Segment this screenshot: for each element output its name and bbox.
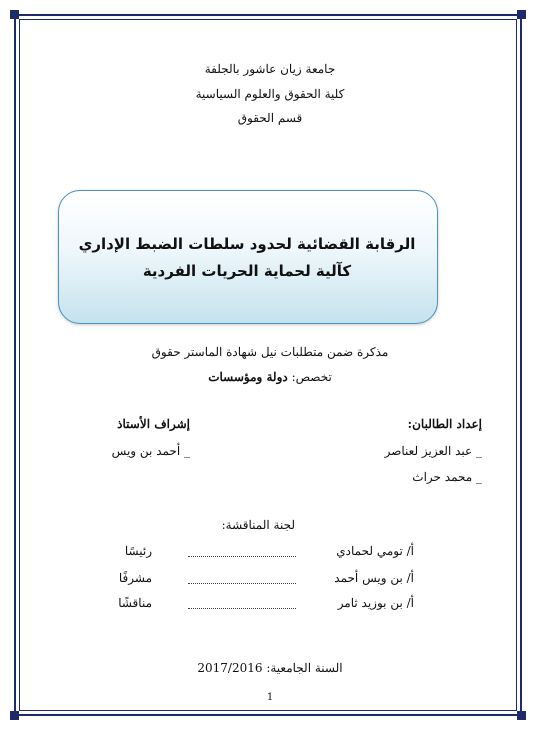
students-heading: إعداد الطالبان: (407, 417, 482, 431)
academic-year-label: السنة الجامعية: (266, 661, 343, 675)
thesis-title-line-1: الرقابة القضائية لحدود سلطات الضبط الإداري (78, 235, 416, 253)
committee-member-3-role: مناقشًا (118, 596, 152, 610)
student-name-1: _ عبد العزيز لعناصر (384, 444, 482, 458)
specialty-value: دولة ومؤسسات (208, 370, 288, 384)
committee-heading: لجنة المناقشة: (221, 518, 295, 532)
title-box (58, 190, 438, 324)
specialty (0, 370, 540, 384)
thesis-title-line-2: كآلية لحماية الحريات الفردية (142, 262, 352, 280)
border-corner-bottom-right (517, 711, 526, 720)
supervisor-heading: إشراف الأستاذ (117, 417, 190, 431)
academic-year (0, 661, 540, 675)
page-number: 1 (266, 692, 274, 703)
border-corner-top-left (10, 10, 19, 19)
student-name-2: _ محمد حراث (412, 470, 482, 484)
department-name: قسم الحقوق (237, 111, 303, 125)
dotted-line (188, 583, 296, 584)
dotted-line (188, 556, 296, 557)
supervisor-name: _ أحمد بن ويس (111, 444, 190, 458)
academic-year-value: 2017/2016 (197, 661, 263, 675)
committee-member-1-name: أ/ تومي لحمادي (336, 544, 414, 558)
thesis-purpose: مذكرة ضمن متطلبات نيل شهادة الماستر حقوق (151, 345, 389, 359)
committee-member-2-role: مشرفًا (118, 571, 152, 585)
border-corner-bottom-left (10, 711, 19, 720)
committee-member-3-name: أ/ بن بوزيد ثامر (337, 596, 414, 610)
faculty-name: كلية الحقوق والعلوم السياسية (195, 87, 345, 101)
university-name: جامعة زيان عاشور بالجلفة (204, 62, 336, 76)
dotted-line (188, 608, 296, 609)
committee-member-1-role: رئيسًا (124, 544, 152, 558)
border-corner-top-right (517, 10, 526, 19)
committee-member-2-name: أ/ بن ويس أحمد (334, 571, 414, 585)
specialty-label: تخصص: (291, 370, 332, 384)
